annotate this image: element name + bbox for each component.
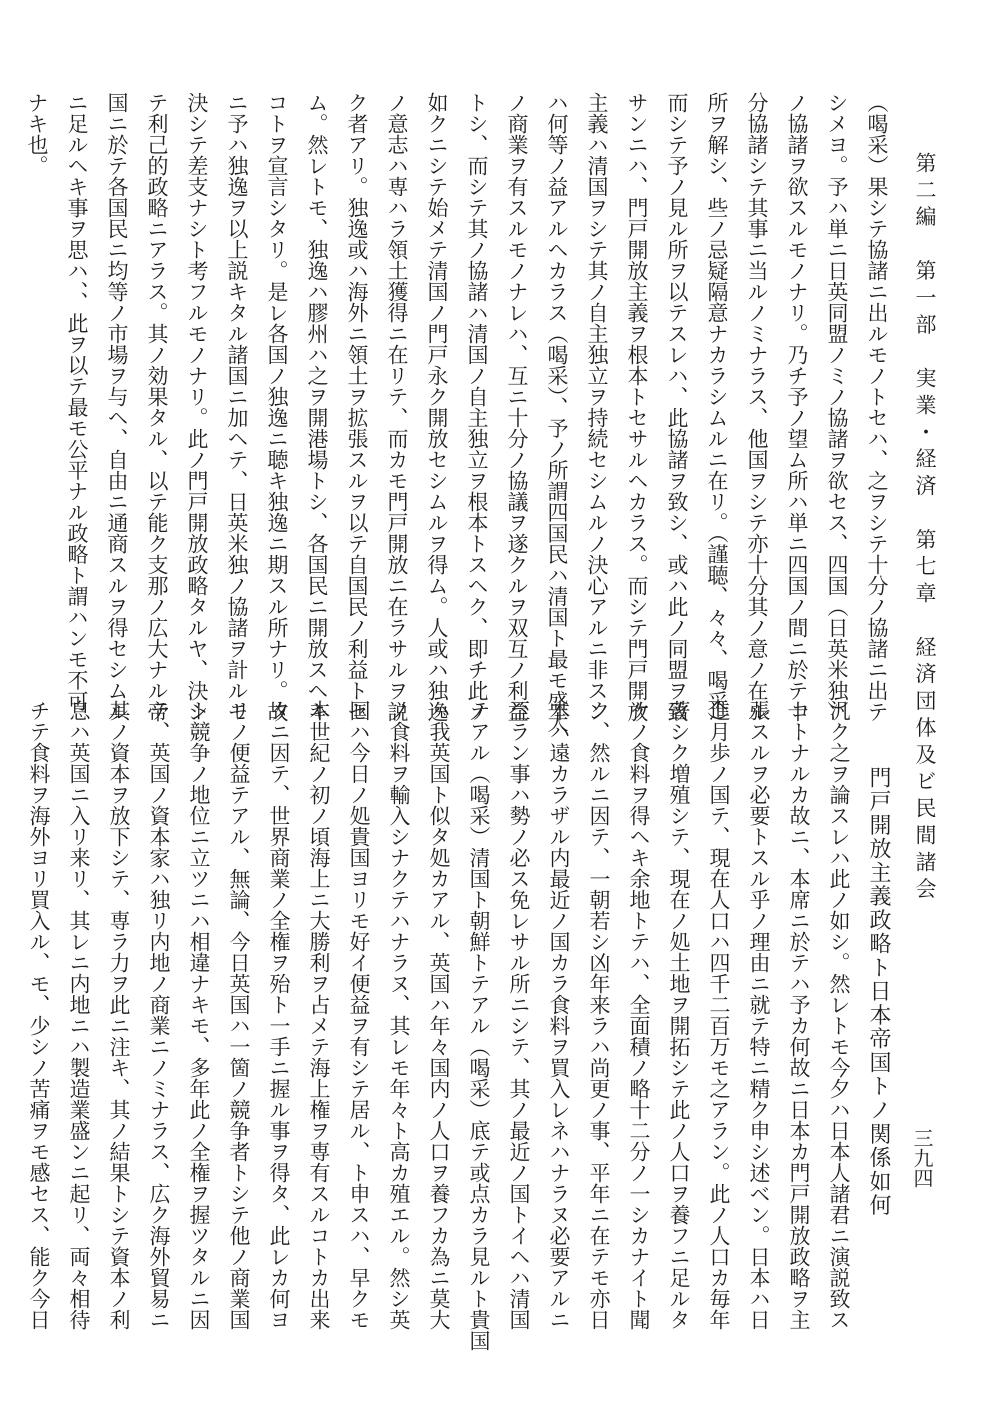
lower_block-line: テアル（喝采）清国ト朝鮮トテアル（喝采）底テ或点カラ見ルト貴国 [467, 700, 491, 1351]
upper_block-line: 決シテ差支ナシト考フルモノナリ。此ノ門戸開放政略タルヤ、決シ [185, 92, 209, 722]
upper_block-line: 所ヲ解シ、些ノ忌疑隔意ナカラシムルニ在リ。（謹聴、々々、喝采） [705, 92, 729, 733]
lower_block-line: ト競争ノ地位ニ立ツニハ相違ナキモ、多年此ノ全権ヲ握ツタルニ因 [187, 700, 211, 1330]
lower_block-line: 著シク増殖シテ、現在ノ処土地ヲ開拓シテ此ノ人口ヲ養フニ足ルタ [667, 700, 691, 1330]
upper_block-line: 分協諸シテ其事ニ当ルノミナラス、他国ヲシテ亦十分其ノ意ノ在ル [745, 92, 769, 722]
upper_block-line: シメヨ。予ハ単ニ日英同盟ノミノ協諸ヲ欲セス、四国（日英米独） [825, 92, 849, 722]
upper_block-line: テ利己的政略ニアラス。其ノ効果タル、以テ能ク支那ノ広大ナル帝 [145, 92, 169, 722]
lower_block-line: 張スルヲ必要トスル乎ノ理由ニ就テ特ニ精ク申シ述ベン。日本ハ日 [747, 700, 771, 1330]
upper_block-line: ニ予ハ独逸ヲ以上説キタル諸国ニ加ヘテ、日英米独ノ協諸ヲ計ルモ [225, 92, 249, 722]
lower_block-line: ハ我英国ト似タ処カアル、英国ハ年々国内ノ人口ヲ養フカ為ニ莫大 [427, 700, 451, 1330]
upper_block-line: コトヲ宣言シタリ。是レ各国ノ独逸ニ聴キ独逸ニ期スル所ナリ。故 [265, 92, 289, 722]
lower_block-line: 至ラン事ハ勢ノ必ス免レサル所ニシテ、其ノ最近ノ国トイヘハ清国 [507, 700, 531, 1330]
lower_block-line: コトナルカ故ニ、本席ニ於テハ予カ何故ニ日本カ門戸開放政略ヲ主 [787, 700, 811, 1330]
page-number: 三九四 [910, 1128, 934, 1188]
lower_block-line: 汎ク之ヲ論スレハ此ノ如シ。然レトモ今夕ハ日本人諸君ニ演説致ス [827, 700, 851, 1330]
lower_block-line: 進月歩ノ国テ、現在人口ハ四千二百万モ之アラン。此ノ人口カ毎年 [707, 700, 731, 1330]
lower_block-line: 息ハ英国ニ入リ来リ、其レニ内地ニハ製造業盛ンニ起リ、両々相待 [67, 700, 91, 1330]
lower_block-line: 本ハ遠カラザル内最近ノ国カラ食料ヲ買入レネハナラヌ必要アルニ [547, 700, 571, 1330]
upper_block-line: ナキ也。 [25, 92, 49, 176]
lower_block-line: 本世紀ノ初ノ頃海上ニ大勝利ヲ占メテ海上権ヲ専有スルコトカ出来 [307, 700, 331, 1330]
lower_block-line: ノ食料ヲ輸入シナクテハナラヌ、其レモ年々ト高カ殖エル。然シ英 [387, 700, 411, 1330]
upper_block-line: トシ、而シテ其ノ協諸ハ清国ノ自主独立ヲ根本トスヘク、即チ此ノ [465, 92, 489, 722]
upper_block-line: （喝采）果シテ協諸ニ出ルモノトセハ、之ヲシテ十分ノ協諸ニ出テ [865, 92, 889, 722]
lower_block-line: リノ便益テアル、無論、今日英国ハ一箇ノ競争者トシテ他ノ商業国 [227, 700, 251, 1330]
lower_block-line: テ、英国ノ資本家ハ独リ内地ノ商業ニノミナラス、広ク海外貿易ニ [147, 700, 171, 1330]
running-header: 第二編 第一部 実業・経済 第七章 経済団体及ビ民間諸会 [913, 152, 937, 905]
lower_block-line: チテ食料ヲ海外ヨリ買入ル、モ、少シノ苦痛ヲモ感セス、能ク今日 [27, 700, 51, 1330]
section-title: 門戸開放主義政略ト日本帝国トノ関係如何 [866, 766, 891, 1218]
upper_block-line: 而シテ予ノ見ル所ヲ以テスレハ、此協諸ヲ致シ、或ハ此ノ同盟ヲ致 [665, 92, 689, 722]
upper_block-line: 如クニシテ始メテ清国ノ門戸永ク開放セシムルヲ得ム。人或ハ独逸 [425, 92, 449, 722]
lower_block-line: ケノ食料ヲ得ヘキ余地トテハ、全面積ノ略十二分ノ一シカナイト聞 [627, 700, 651, 1330]
upper_block-line: ノ商業ヲ有スルモノナレハ、互ニ十分ノ協議ヲ遂クルヲ双互ノ利益 [505, 92, 529, 722]
upper_block-line: 国ニ於テ各国民ニ均等ノ市場ヲ与ヘ、自由ニ通商スルヲ得セシムル [105, 92, 129, 722]
lower_block-line: タニ因テ、世界商業ノ全権ヲ殆ト一手ニ握ル事ヲ得タ、此レカ何ヨ [267, 700, 291, 1330]
lower_block-line: 国ハ今日ノ処貴国ヨリモ好イ便益ヲ有シテ居ル、ト申スハ、早クモ [347, 700, 371, 1330]
upper_block-line: ク者アリ。独逸或ハ海外ニ領土ヲ拡張スルヲ以テ自国民ノ利益トセ [345, 92, 369, 722]
upper_block-line: 主義ハ清国ヲシテ其ノ自主独立ヲ持続セシムルノ決心アルニ非スン [585, 92, 609, 722]
upper_block-line: ハ何等ノ益アルヘカラス（喝采）、予ノ所謂四国民ハ清国ト最モ盛大 [545, 92, 569, 733]
lower_block-line: 其ノ資本ヲ放下シテ、専ラ力ヲ此ニ注キ、其ノ結果トシテ資本ノ利 [107, 700, 131, 1330]
upper_block-line: ム。然レトモ、独逸ハ膠州ハ之ヲ開港場トシ、各国民ニ開放スヘキ [305, 92, 329, 722]
upper_block-line: ノ協諸ヲ欲スルモノナリ。乃チ予ノ望ム所ハ単ニ四国ノ間ニ於テ十 [785, 92, 809, 722]
lower_block-line: ク、然ルニ因テ、一朝若シ凶年来ラハ尚更ノ事、平年ニ在テモ亦日 [587, 700, 611, 1330]
upper_block-line: サンニハ、門戸開放主義ヲ根本トセサルヘカラス。而シテ門戸開放 [625, 92, 649, 722]
upper_block-line: ニ足ルヘキ事ヲ思ハ、、此ヲ以テ最モ公平ナル政略ト謂ハンモ不可 [65, 92, 89, 712]
lower-text-block [19, 700, 859, 1351]
upper-text-block [17, 92, 897, 733]
upper_block-line: ノ意志ハ専ハラ領土獲得ニ在リテ、而カモ門戸開放ニ在ラサルヲ説 [385, 92, 409, 722]
